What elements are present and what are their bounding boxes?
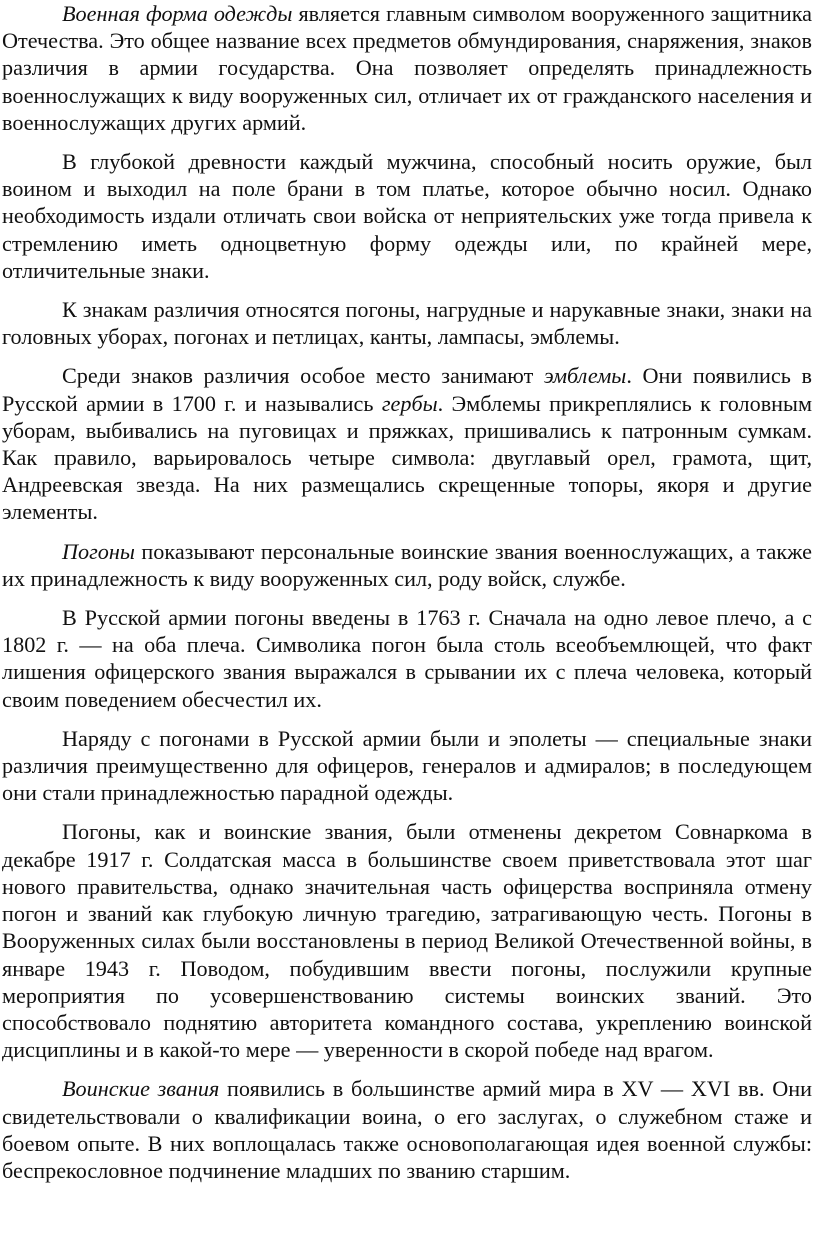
term-emblems: эмблемы — [543, 363, 627, 389]
paragraph-military-ranks — [2, 1075, 812, 1184]
paragraph-ancient-times — [2, 148, 812, 284]
paragraph-text: является главным символом вооруженного защитника Отечества. Это общее название всех предметов обмундирования, снаряжения, знаков различия в армии государства. Она позволяет определять принадлежность военнослужащих к виду вооруженных сил, отличает их от гражданского населения и военнослужащих других армий. — [2, 1, 812, 135]
paragraph-text: появились в большинстве армий мира в XV — XVI вв. Они свидетельствовали о квалификации воина, о его заслугах, о служебном стаже и боевом опыте. В них воплощалась также основополагающая идея военной службы: беспрекословное подчинение младших по званию старшим. — [2, 1076, 812, 1183]
paragraph-text: Погоны, как и воинские звания, были отменены декретом Совнаркома в декабре 1917 г. Солдатская масса в большинстве своем приветствовала этот шаг нового правительства, однако значительная часть офицерства восприняла отмену погон и званий как глубокую личную трагедию, затрагивающую честь. Погоны в Вооруженных силах были восстановлены в период Великой Отечественной войны, в январе 1943 г. Поводом, побудившим ввести погоны, послужили крупные мероприятия по усовершенствованию системы воинских званий. Это способствовало поднятию авторитета командного состава, укреплению воинской дисциплины и в какой-то мере — уверенности в скорой победе над врагом. — [2, 819, 812, 1063]
paragraph-text: В глубокой древности каждый мужчина, способный носить оружие, был воином и выходил на поле брани в том платье, которое обычно носил. Однако необходимость издали отличать свои войска от неприятельских уже тогда привела к стремлению иметь одноцветную форму одежды или, по крайней мере, отличительные знаки. — [2, 149, 812, 283]
paragraph-text: . Они появились в Русской армии в 1700 г. и назывались — [2, 363, 812, 416]
term-gerby: гербы — [381, 390, 438, 416]
paragraph-insignia-list — [2, 296, 812, 350]
paragraph-epaulets-history — [2, 604, 812, 713]
paragraph-text: показывают персональные воинские звания военнослужащих, а также их принадлежность к виду вооруженных сил, роду войск, службе. — [2, 538, 812, 591]
paragraph-epaulettes — [2, 725, 812, 807]
document-page — [2, 0, 812, 1196]
paragraph-text: В Русской армии погоны введены в 1763 г. Сначала на одно левое плечо, а с 1802 г. — на оба плеча. Символика погон была столь всеобъемлющей, что факт лишения офицерского звания выражался в срывании их с плеча человека, который своим поведением обесчестил их. — [2, 605, 812, 712]
paragraph-uniform-definition — [2, 0, 812, 136]
term-military-ranks: Воинские звания — [62, 1076, 220, 1102]
paragraph-text: К знакам различия относятся погоны, нагрудные и нарукавные знаки, знаки на головных уборах, погонах и петлицах, канты, лампасы, эмблемы. — [2, 297, 812, 350]
paragraph-text: Среди знаков различия особое место занимают — [62, 363, 544, 389]
term-military-uniform: Военная форма одежды — [62, 1, 293, 26]
paragraph-text: Наряду с погонами в Русской армии были и эполеты — специальные знаки различия преимущественно для офицеров, генералов и адмиралов; в последующем они стали принадлежностью парадной одежды. — [2, 725, 812, 806]
paragraph-emblems — [2, 362, 812, 525]
term-pogony: Погоны — [62, 538, 135, 564]
paragraph-epaulets-purpose — [2, 538, 812, 592]
paragraph-text: . Эмблемы прикреплялись к головным уборам, выбивались на пуговицах и пряжках, пришивались к патронным сумкам. Как правило, варьировалось четыре символа: двуглавый орел, грамота, щит, Андреевская звезда. На них размещались скрещенные топоры, якоря и другие элементы. — [2, 390, 813, 525]
paragraph-abolition-restoration — [2, 818, 812, 1063]
